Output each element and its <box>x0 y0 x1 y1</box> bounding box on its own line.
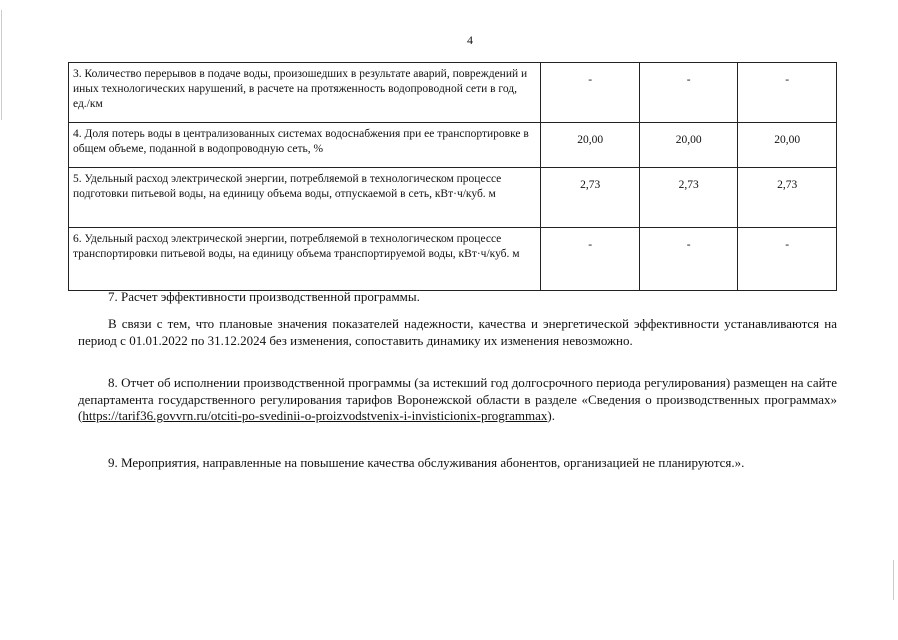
section-9-text: 9. Мероприятия, направленные на повышение качества обслуживания абонентов, организацией не планируются.». <box>108 455 745 470</box>
section-7-heading <box>78 289 837 306</box>
section-7-text: В связи с тем, что плановые значения показателей надежности, качества и энергетической эффективности устанавливаются на период с 01.01.2022 по 31.12.2024 без изменения, сопоставить динамику их изменения невозможно. <box>78 316 837 348</box>
section-8-text <box>78 375 837 425</box>
indicator-value-2023: 2,73 <box>639 168 738 228</box>
indicator-value-2022: 20,00 <box>541 123 640 168</box>
indicator-name: 4. Доля потерь воды в централизованных системах водоснабжения при ее транспортировке в общем объеме, поданной в водопроводную сеть, % <box>69 123 541 168</box>
indicators-table <box>68 62 837 291</box>
section-8 <box>78 375 837 425</box>
report-link[interactable]: https://tarif36.govvrn.ru/otciti-po-svedinii-o-proizvodstvenix-i-invisticionix-programmax <box>82 408 548 423</box>
page-number: 4 <box>467 33 473 47</box>
indicator-value-2022: - <box>541 63 640 123</box>
table-row <box>69 228 837 291</box>
indicator-value-2022: 2,73 <box>541 168 640 228</box>
indicator-value-2022: - <box>541 228 640 291</box>
section-9 <box>78 455 837 472</box>
indicator-name: 3. Количество перерывов в подаче воды, произошедших в результате аварий, повреждений и иных технологических нарушений, в расчете на протяженность водопроводной сети в год, ед./км <box>69 63 541 123</box>
section-7-body <box>78 316 837 349</box>
table-row <box>69 168 837 228</box>
indicator-name: 5. Удельный расход электрической энергии, потребляемой в технологическом процессе подготовки питьевой воды, на единицу объема воды, отпускаемой в сеть, кВт·ч/куб. м <box>69 168 541 228</box>
scan-edge-mark <box>893 560 894 600</box>
indicator-value-2023: - <box>639 63 738 123</box>
scan-edge-mark <box>1 10 2 120</box>
indicator-value-2024: - <box>738 63 837 123</box>
indicator-value-2023: 20,00 <box>639 123 738 168</box>
indicator-value-2024: 20,00 <box>738 123 837 168</box>
section-8-lead: 8. Отчет об исполнении производственной программы (за истекший год долгосрочного периода регулирования) размещен на сайте департамента государственного регулирования тарифов Воронежской области в разделе «Сведения о производственных программах» ( <box>78 375 837 423</box>
section-8-tail: ). <box>547 408 555 423</box>
indicator-value-2024: 2,73 <box>738 168 837 228</box>
table-row <box>69 63 837 123</box>
indicator-name: 6. Удельный расход электрической энергии, потребляемой в технологическом процессе транспортировки питьевой воды, на единицу объема транспортируемой воды, кВт·ч/куб. м <box>69 228 541 291</box>
table-row <box>69 123 837 168</box>
section-7-title: 7. Расчет эффективности производственной программы. <box>108 289 420 304</box>
indicator-value-2024: - <box>738 228 837 291</box>
indicator-value-2023: - <box>639 228 738 291</box>
